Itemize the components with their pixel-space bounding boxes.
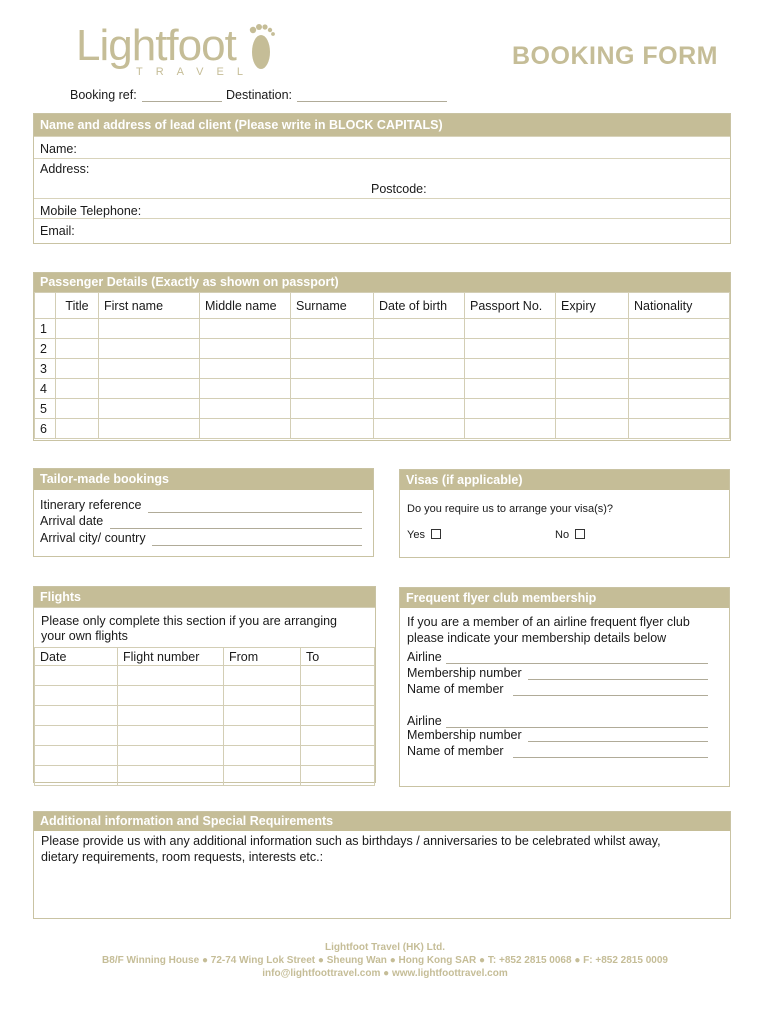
- flights-cell[interactable]: [301, 666, 375, 686]
- flights-col-header: From: [224, 648, 301, 666]
- flights-cell[interactable]: [35, 686, 118, 706]
- passenger-col-header: Surname: [291, 293, 374, 319]
- visa-yes-label: Yes: [407, 529, 425, 541]
- ffc-intro-line2: please indicate your membership details below: [407, 631, 667, 645]
- tailor-header: Tailor-made bookings: [34, 469, 373, 490]
- passenger-cell[interactable]: [556, 359, 629, 379]
- flights-cell[interactable]: [301, 726, 375, 746]
- passenger-cell[interactable]: [374, 379, 465, 399]
- booking-ref-field[interactable]: [142, 100, 222, 102]
- name-row[interactable]: [34, 136, 730, 157]
- passenger-cell[interactable]: [374, 399, 465, 419]
- visa-yes-option[interactable]: [407, 529, 441, 541]
- ffc-section: [399, 587, 730, 787]
- member-name-field-1[interactable]: [513, 694, 708, 696]
- flights-cell[interactable]: [35, 766, 118, 786]
- mobile-row[interactable]: [34, 198, 730, 219]
- passenger-cell[interactable]: [56, 359, 99, 379]
- membership-label-1: Membership number: [407, 666, 522, 680]
- passenger-cell[interactable]: [465, 399, 556, 419]
- passenger-section: [33, 272, 731, 441]
- tailor-section: [33, 468, 374, 557]
- logo-subtitle: TRAVEL: [136, 66, 256, 78]
- flights-cell[interactable]: [118, 726, 224, 746]
- passenger-cell[interactable]: [629, 379, 730, 399]
- visa-yes-checkbox[interactable]: [431, 529, 441, 539]
- passenger-row-number: 6: [35, 419, 56, 439]
- lead-client-section: [33, 113, 731, 244]
- airline-label-1: Airline: [407, 650, 442, 664]
- mobile-label: Mobile Telephone:: [40, 204, 142, 218]
- flights-cell[interactable]: [118, 686, 224, 706]
- flights-cell[interactable]: [224, 666, 301, 686]
- flights-header: Flights: [34, 587, 375, 607]
- destination-label: Destination:: [226, 88, 293, 102]
- flights-cell[interactable]: [301, 766, 375, 786]
- passenger-row-number: 2: [35, 339, 56, 359]
- passenger-cell[interactable]: [291, 319, 374, 339]
- flights-row: [35, 666, 375, 686]
- passenger-col-header: Date of birth: [374, 293, 465, 319]
- flights-cell[interactable]: [224, 746, 301, 766]
- flights-col-header: To: [301, 648, 375, 666]
- passenger-row-number: 4: [35, 379, 56, 399]
- passenger-row: [35, 339, 730, 359]
- arrival-city-label: Arrival city/ country: [40, 531, 146, 545]
- passenger-cell[interactable]: [465, 379, 556, 399]
- footer-contact: info@lightfoottravel.com ● www.lightfoottravel.com: [262, 968, 508, 979]
- passenger-cell[interactable]: [556, 399, 629, 419]
- passenger-cell[interactable]: [629, 359, 730, 379]
- passenger-row-number: 5: [35, 399, 56, 419]
- flights-row: [35, 726, 375, 746]
- logo-wordmark: Lightfoot: [76, 21, 236, 70]
- flights-note-line1: Please only complete this section if you are arranging: [41, 614, 337, 628]
- booking-ref-label: Booking ref:: [70, 88, 137, 102]
- passenger-cell[interactable]: [556, 419, 629, 439]
- flights-row: [35, 706, 375, 726]
- membership-field-1[interactable]: [528, 678, 708, 680]
- passenger-cell[interactable]: [629, 399, 730, 419]
- flights-cell[interactable]: [35, 706, 118, 726]
- passenger-col-header: Middle name: [200, 293, 291, 319]
- passenger-cell[interactable]: [629, 339, 730, 359]
- flights-cell[interactable]: [224, 766, 301, 786]
- name-label: Name:: [40, 142, 77, 156]
- arrival-city-field[interactable]: [152, 544, 362, 546]
- passenger-cell[interactable]: [374, 359, 465, 379]
- destination-field[interactable]: [297, 100, 447, 102]
- flights-cell[interactable]: [224, 726, 301, 746]
- passenger-col-header: Expiry: [556, 293, 629, 319]
- passenger-col-header: Title: [56, 293, 99, 319]
- logo: [76, 22, 286, 84]
- lead-client-header: Name and address of lead client (Please write in BLOCK CAPITALS): [34, 114, 730, 136]
- passenger-cell[interactable]: [374, 419, 465, 439]
- passenger-cell[interactable]: [99, 399, 200, 419]
- arrival-date-field[interactable]: [110, 527, 362, 529]
- itinerary-field[interactable]: [148, 511, 362, 513]
- membership-label-2: Membership number: [407, 728, 522, 742]
- passenger-cell[interactable]: [200, 379, 291, 399]
- passenger-cell[interactable]: [465, 359, 556, 379]
- visa-no-checkbox[interactable]: [575, 529, 585, 539]
- passenger-row: [35, 379, 730, 399]
- flights-cell[interactable]: [118, 766, 224, 786]
- passenger-row-number: 3: [35, 359, 56, 379]
- ffc-intro-line1: If you are a member of an airline frequent flyer club: [407, 615, 690, 629]
- passenger-cell[interactable]: [200, 419, 291, 439]
- passenger-cell[interactable]: [291, 379, 374, 399]
- passenger-cell[interactable]: [556, 339, 629, 359]
- passenger-cell[interactable]: [56, 339, 99, 359]
- membership-field-2[interactable]: [528, 740, 708, 742]
- passenger-cell[interactable]: [465, 319, 556, 339]
- visas-header: Visas (if applicable): [400, 470, 729, 490]
- passenger-row: [35, 399, 730, 419]
- passenger-cell[interactable]: [56, 419, 99, 439]
- passenger-header: Passenger Details (Exactly as shown on passport): [34, 273, 730, 292]
- flights-cell[interactable]: [224, 706, 301, 726]
- additional-textarea[interactable]: [34, 831, 730, 915]
- passenger-cell[interactable]: [99, 379, 200, 399]
- flights-section: [33, 586, 376, 783]
- arrival-date-label: Arrival date: [40, 514, 104, 528]
- email-label: Email:: [40, 224, 75, 238]
- passenger-row: [35, 419, 730, 439]
- additional-section: [33, 811, 731, 919]
- email-row[interactable]: [34, 218, 730, 239]
- ffc-intro: [400, 608, 729, 646]
- flights-cell[interactable]: [118, 746, 224, 766]
- address-row[interactable]: [34, 158, 730, 197]
- passenger-col-header: First name: [99, 293, 200, 319]
- passenger-cell[interactable]: [629, 419, 730, 439]
- passenger-cell[interactable]: [291, 359, 374, 379]
- passenger-cell[interactable]: [291, 339, 374, 359]
- flights-row: [35, 686, 375, 706]
- passenger-table: [34, 292, 730, 439]
- flights-col-header: Date: [35, 648, 118, 666]
- footer-company: Lightfoot Travel (HK) Ltd.: [325, 942, 445, 953]
- flights-cell[interactable]: [118, 706, 224, 726]
- passenger-cell[interactable]: [291, 419, 374, 439]
- page-title: BOOKING FORM: [512, 42, 718, 70]
- passenger-cell[interactable]: [56, 319, 99, 339]
- flights-cell[interactable]: [301, 686, 375, 706]
- passenger-cell[interactable]: [374, 339, 465, 359]
- flights-row: [35, 746, 375, 766]
- passenger-cell[interactable]: [99, 359, 200, 379]
- postcode-label: Postcode:: [371, 182, 427, 196]
- flights-cell[interactable]: [35, 666, 118, 686]
- passenger-row: [35, 359, 730, 379]
- flights-col-header: Flight number: [118, 648, 224, 666]
- passenger-cell[interactable]: [629, 319, 730, 339]
- visas-section: [399, 469, 730, 558]
- passenger-cell[interactable]: [56, 379, 99, 399]
- passenger-cell[interactable]: [465, 339, 556, 359]
- visa-question: Do you require us to arrange your visa(s)?: [407, 503, 614, 515]
- passenger-cell[interactable]: [374, 319, 465, 339]
- additional-line2: dietary requirements, room requests, interests etc.:: [41, 850, 324, 864]
- passenger-row-number: 1: [35, 319, 56, 339]
- passenger-cell[interactable]: [200, 339, 291, 359]
- additional-line1: Please provide us with any additional information such as birthdays / anniversaries to be celebrated whilst away,: [41, 834, 661, 848]
- visa-no-label: No: [555, 529, 570, 541]
- footprint-icon: [244, 22, 278, 78]
- passenger-cell[interactable]: [556, 379, 629, 399]
- additional-header: Additional information and Special Requirements: [34, 812, 730, 831]
- passenger-cell[interactable]: [99, 419, 200, 439]
- flights-row: [35, 766, 375, 786]
- flights-note: [34, 607, 375, 643]
- flights-cell[interactable]: [35, 726, 118, 746]
- passenger-cell[interactable]: [99, 339, 200, 359]
- passenger-cell[interactable]: [291, 399, 374, 419]
- address-label: Address:: [40, 162, 90, 176]
- flights-cell[interactable]: [224, 686, 301, 706]
- passenger-cell[interactable]: [556, 319, 629, 339]
- airline-label-2: Airline: [407, 714, 442, 728]
- footer-address: B8/F Winning House ● 72-74 Wing Lok Street ● Sheung Wan ● Hong Kong SAR ● T: +852 2815 0068 ● F: +852 2815 0009: [102, 955, 668, 966]
- flights-cell[interactable]: [301, 706, 375, 726]
- flights-cell[interactable]: [301, 746, 375, 766]
- itinerary-label: Itinerary reference: [40, 498, 142, 512]
- member-name-label-1: Name of member: [407, 682, 504, 696]
- passenger-cell[interactable]: [56, 399, 99, 419]
- passenger-col-header: Nationality: [629, 293, 730, 319]
- visa-no-option[interactable]: [555, 529, 585, 541]
- flights-table: [34, 647, 375, 786]
- passenger-col-header: Passport No.: [465, 293, 556, 319]
- ffc-header: Frequent flyer club membership: [400, 588, 729, 608]
- flights-cell[interactable]: [118, 666, 224, 686]
- passenger-cell[interactable]: [200, 359, 291, 379]
- passenger-col-header: [35, 293, 56, 319]
- passenger-cell[interactable]: [465, 419, 556, 439]
- passenger-cell[interactable]: [200, 399, 291, 419]
- member-name-field-2[interactable]: [513, 756, 708, 758]
- flights-note-line2: your own flights: [41, 629, 128, 643]
- flights-cell[interactable]: [35, 746, 118, 766]
- passenger-cell[interactable]: [200, 319, 291, 339]
- passenger-cell[interactable]: [99, 319, 200, 339]
- passenger-row: [35, 319, 730, 339]
- member-name-label-2: Name of member: [407, 744, 504, 758]
- airline-field-1[interactable]: [446, 662, 708, 664]
